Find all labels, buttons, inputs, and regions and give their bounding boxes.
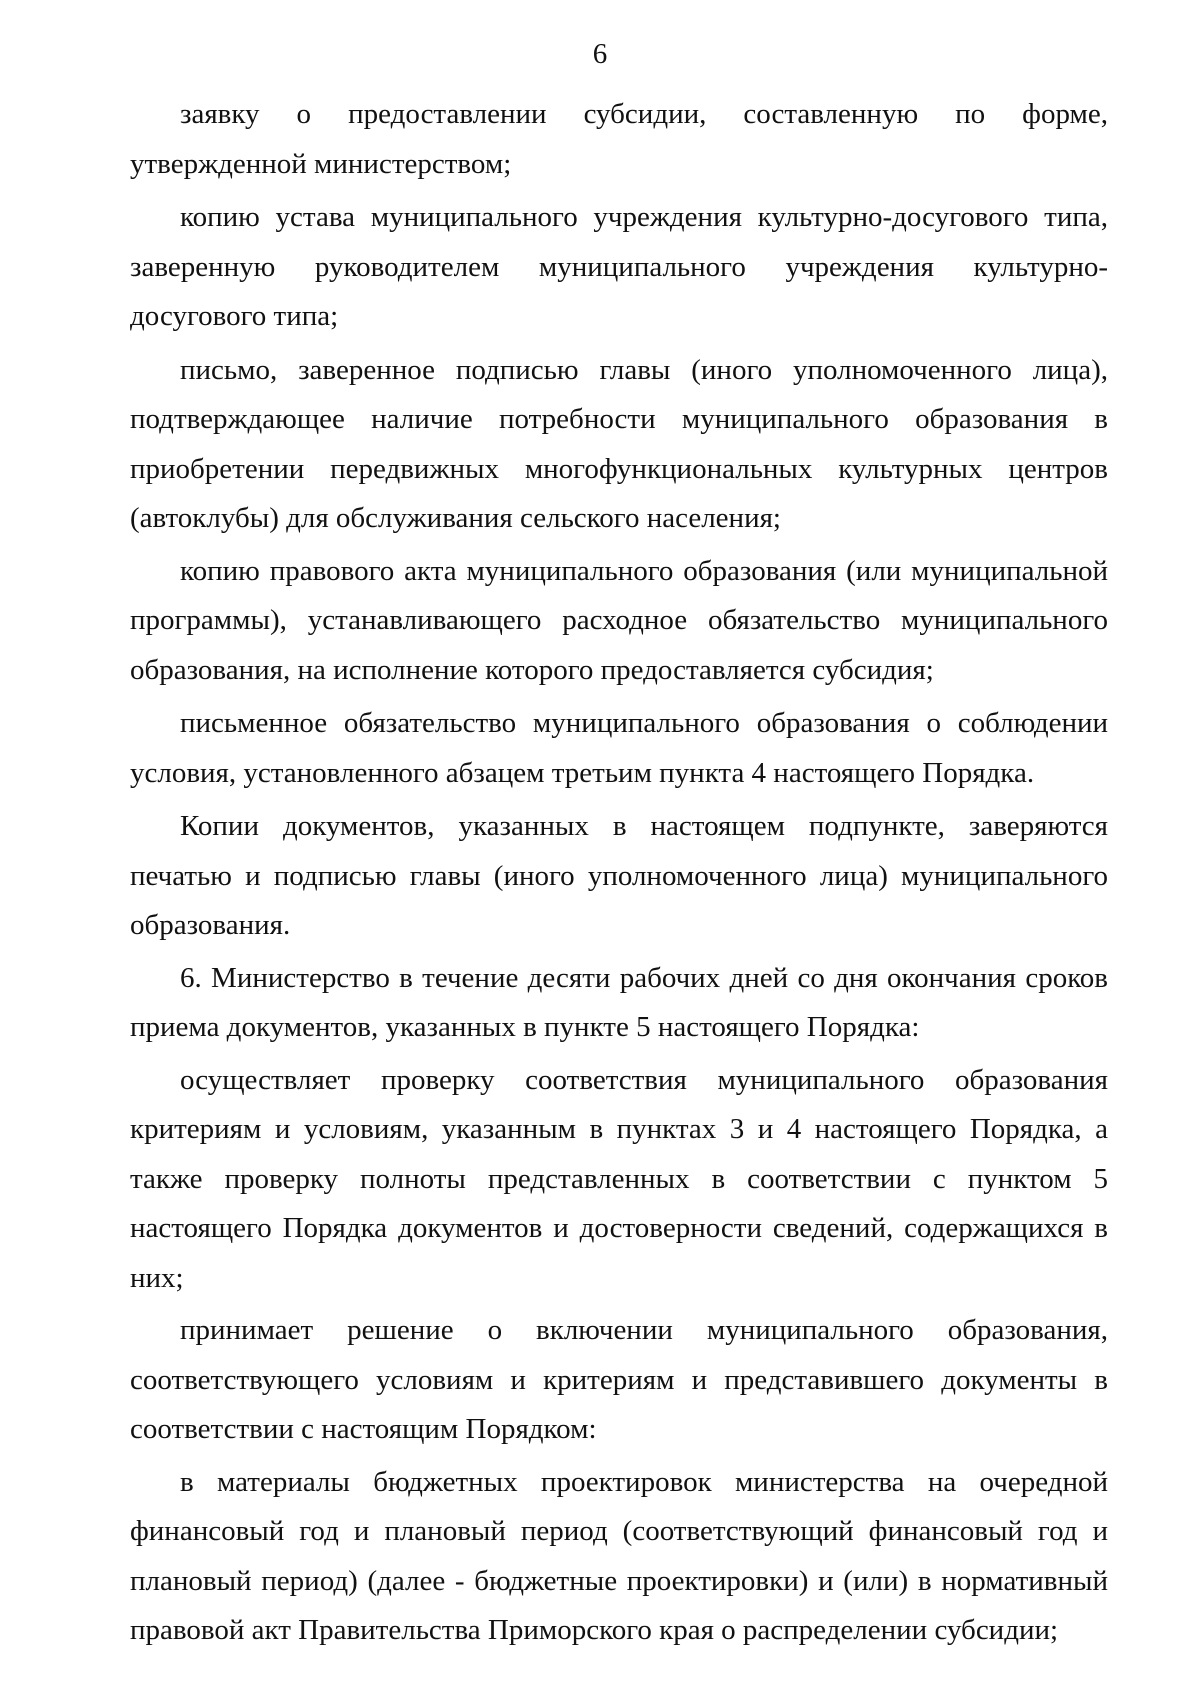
paragraph-item-6: 6. Министерство в течение десяти рабочих дней со дня окончания сроков приема документов, указанных в пункте 5 настоящего Порядка: <box>130 961 1108 1043</box>
paragraph-application: заявку о предоставлении субсидии, составленную по форме, утвержденной министерством; <box>130 98 1108 180</box>
paragraph-verification: осуществляет проверку соответствия муниципального образования критериям и условиям, указанным в пунктах 3 и 4 настоящего Порядка, а также проверку полноты представленных в соответствии с пунктом 5 настоящего Порядка документов и достоверности сведений, содержащихся в них; <box>130 1063 1108 1294</box>
page-number: 6 <box>592 38 608 70</box>
paragraph-written-obligation: письменное обязательство муниципального образования о соблюдении условия, установленного абзацем третьим пункта 4 настоящего Порядка. <box>130 707 1108 789</box>
paragraph-legal-act-copy: копию правового акта муниципального образования (или муниципальной программы), устанавливающего расходное обязательство муниципального образования, на исполнение которого предоставляется субсидия; <box>130 554 1108 686</box>
document-body <box>130 90 1108 1656</box>
paragraph-head-letter: письмо, заверенное подписью главы (иного уполномоченного лица), подтверждающее наличие потребности муниципального образования в приобретении передвижных многофункциональных культурных центров (автоклубы) для обслуживания сельского населения; <box>130 353 1108 534</box>
paragraph-charter-copy: копию устава муниципального учреждения культурно-досугового типа, заверенную руководителем муниципального учреждения культурно-досугового типа; <box>130 201 1108 332</box>
paragraph-decision: принимает решение о включении муниципального образования, соответствующего условиям и критериям и представившего документы в соответствии с настоящим Порядком: <box>130 1314 1108 1445</box>
paragraph-budget-materials: в материалы бюджетных проектировок министерства на очередной финансовый год и плановый период (соответствующий финансовый год и плановый период) (далее - бюджетные проектировки) и (или) в нормативный правовой акт Правительства Приморского края о распределении субсидии; <box>130 1465 1108 1646</box>
paragraph-copies-certification: Копии документов, указанных в настоящем подпункте, заверяются печатью и подписью главы (иного уполномоченного лица) муниципального образования. <box>130 810 1108 941</box>
